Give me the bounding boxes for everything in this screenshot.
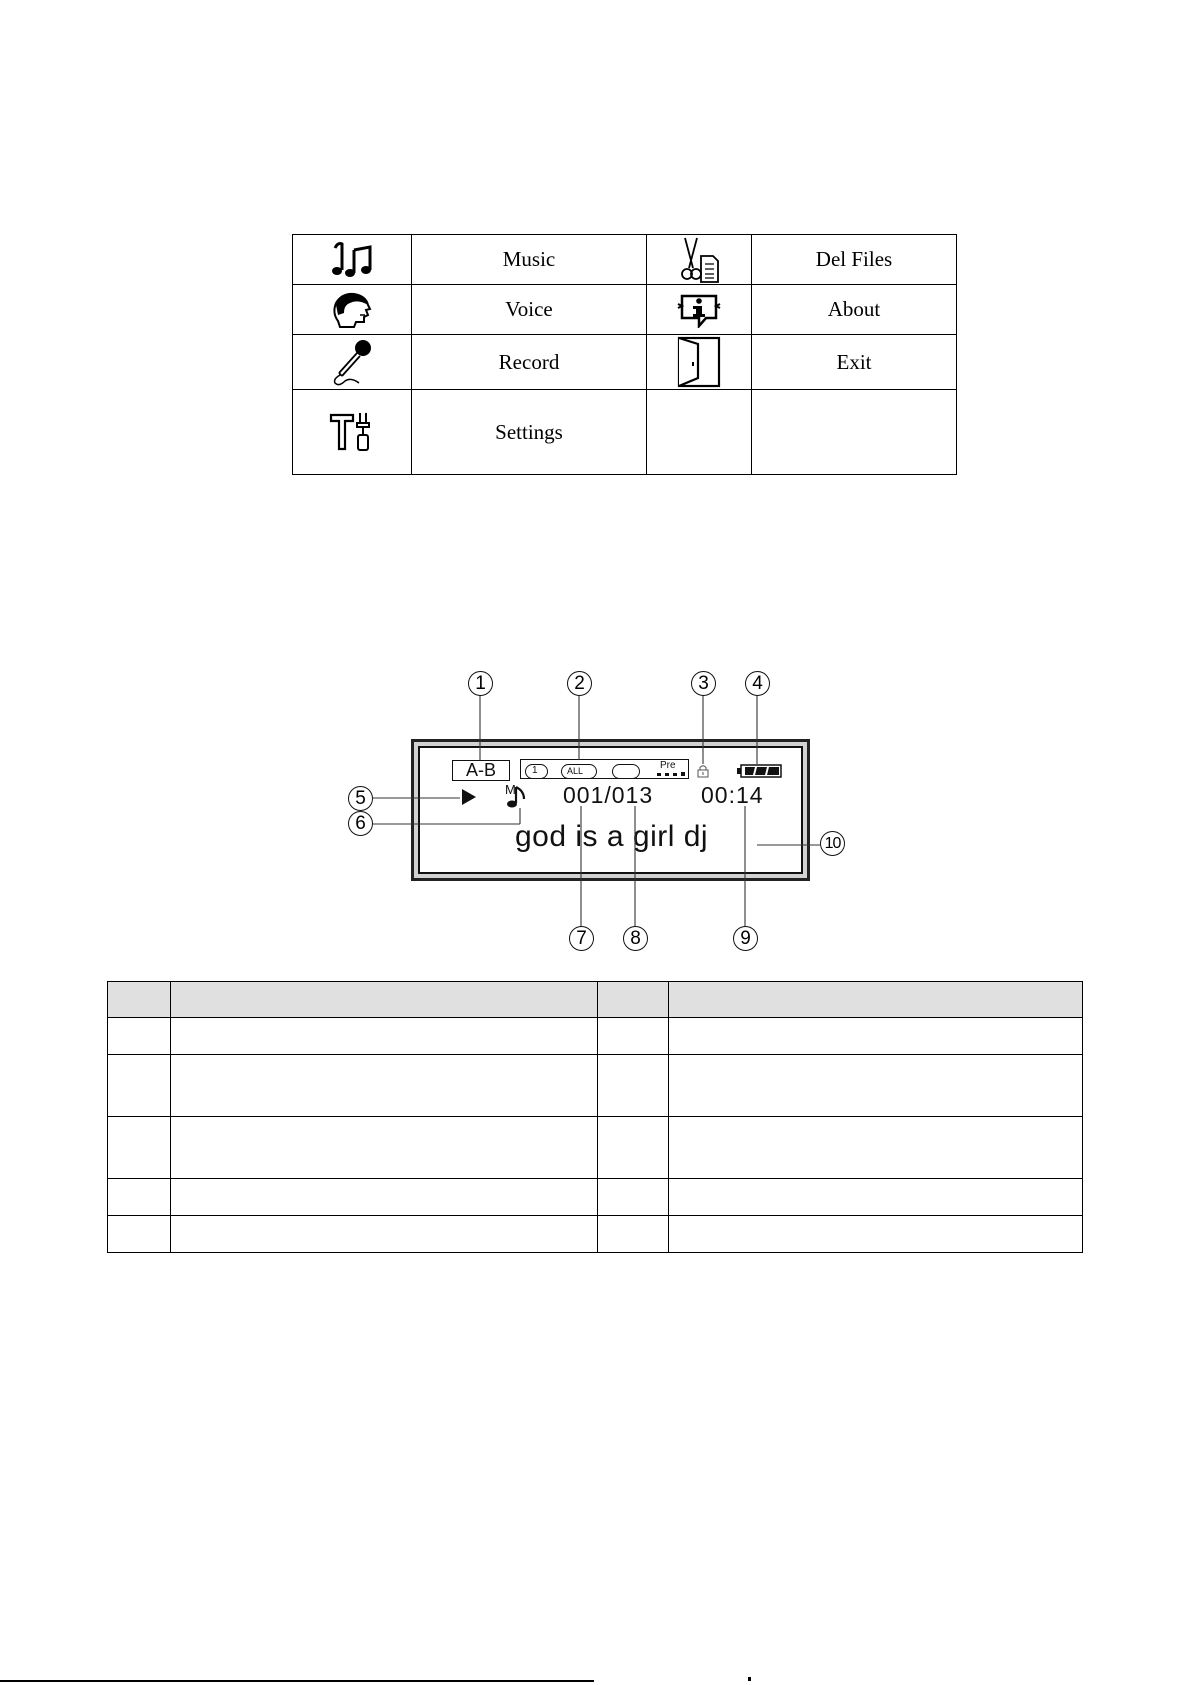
legend-cell (598, 1216, 669, 1253)
menu-item-label: Music (502, 247, 556, 271)
repeat-one-label: 1 (532, 765, 538, 776)
menu-item-voice[interactable] (412, 285, 647, 335)
page-mark (748, 1677, 751, 1681)
legend-header-cell (598, 982, 669, 1018)
repeat-all-label: ALL (567, 766, 584, 776)
music-mode-icon (506, 785, 530, 809)
microphone-icon (329, 337, 375, 387)
scissors-file-icon (677, 236, 721, 284)
random-pill (612, 764, 640, 779)
callout-6: 6 (348, 811, 373, 836)
legend-cell (108, 1055, 171, 1117)
legend-header-cell (108, 982, 171, 1018)
menu-item-about[interactable] (752, 285, 957, 335)
legend-cell (669, 1055, 1083, 1117)
elapsed-time: 00:14 (701, 782, 764, 808)
menu-item-settings[interactable] (412, 390, 647, 475)
callout-7: 7 (569, 926, 594, 951)
voice-head-icon (330, 291, 374, 329)
menu-icon-cell (293, 390, 412, 475)
menu-item-label: Settings (495, 419, 563, 444)
menu-table (292, 234, 957, 475)
legend-cell (598, 1018, 669, 1055)
legend-cell (669, 1018, 1083, 1055)
menu-item-exit[interactable] (752, 335, 957, 390)
door-exit-icon (676, 336, 722, 388)
menu-empty-cell (752, 390, 957, 475)
menu-icon-cell (293, 235, 412, 285)
menu-item-label: Voice (505, 297, 553, 321)
info-icon (676, 292, 722, 328)
callout-4: 4 (745, 671, 770, 696)
legend-cell (669, 1117, 1083, 1179)
music-mode-letter: M (505, 782, 516, 797)
menu-item-del-files[interactable] (752, 235, 957, 285)
callout-2: 2 (567, 671, 592, 696)
callout-1: 1 (468, 671, 493, 696)
callout-10: 10 (820, 831, 845, 856)
track-counter: 001/013 (563, 782, 654, 808)
menu-empty-cell (647, 390, 752, 475)
preview-dots (657, 771, 687, 777)
menu-item-label: Del Files (815, 247, 893, 271)
footnote-rule (0, 1680, 594, 1682)
menu-item-record[interactable] (412, 335, 647, 390)
legend-cell (598, 1117, 669, 1179)
menu-item-music[interactable] (412, 235, 647, 285)
legend-header-cell (669, 982, 1083, 1018)
legend-table (107, 981, 1083, 1253)
legend-cell (669, 1216, 1083, 1253)
callout-5: 5 (348, 786, 373, 811)
legend-cell (598, 1055, 669, 1117)
tools-icon (329, 411, 375, 453)
legend-header-cell (171, 982, 598, 1018)
legend-row (108, 1216, 1083, 1253)
legend-row (108, 1117, 1083, 1179)
menu-icon-cell (293, 335, 412, 390)
legend-cell (108, 1117, 171, 1179)
legend-row (108, 1018, 1083, 1055)
lock-icon (697, 764, 709, 778)
legend-cell (669, 1179, 1083, 1216)
battery-icon (737, 764, 782, 778)
callout-8: 8 (623, 926, 648, 951)
legend-cell (108, 1179, 171, 1216)
legend-cell (171, 1055, 598, 1117)
legend-cell (108, 1018, 171, 1055)
legend-row (108, 1179, 1083, 1216)
ab-repeat-indicator: A-B (452, 760, 510, 781)
menu-item-label: Record (498, 349, 560, 374)
menu-item-label: About (827, 297, 881, 321)
menu-item-label: Exit (836, 349, 872, 374)
callout-9: 9 (733, 926, 758, 951)
legend-cell (171, 1117, 598, 1179)
legend-cell (598, 1179, 669, 1216)
legend-cell (171, 1216, 598, 1253)
song-title: god is a girl dj (515, 820, 709, 853)
menu-icon-cell (293, 285, 412, 335)
preview-label: Pre (660, 760, 676, 771)
menu-icon-cell (647, 335, 752, 390)
legend-header-row (108, 982, 1083, 1018)
legend-cell (171, 1179, 598, 1216)
menu-icon-cell (647, 285, 752, 335)
legend-cell (108, 1216, 171, 1253)
legend-row (108, 1055, 1083, 1117)
play-icon (460, 787, 478, 807)
callout-3: 3 (691, 671, 716, 696)
music-notes-icon (330, 240, 374, 280)
legend-cell (171, 1018, 598, 1055)
menu-icon-cell (647, 235, 752, 285)
